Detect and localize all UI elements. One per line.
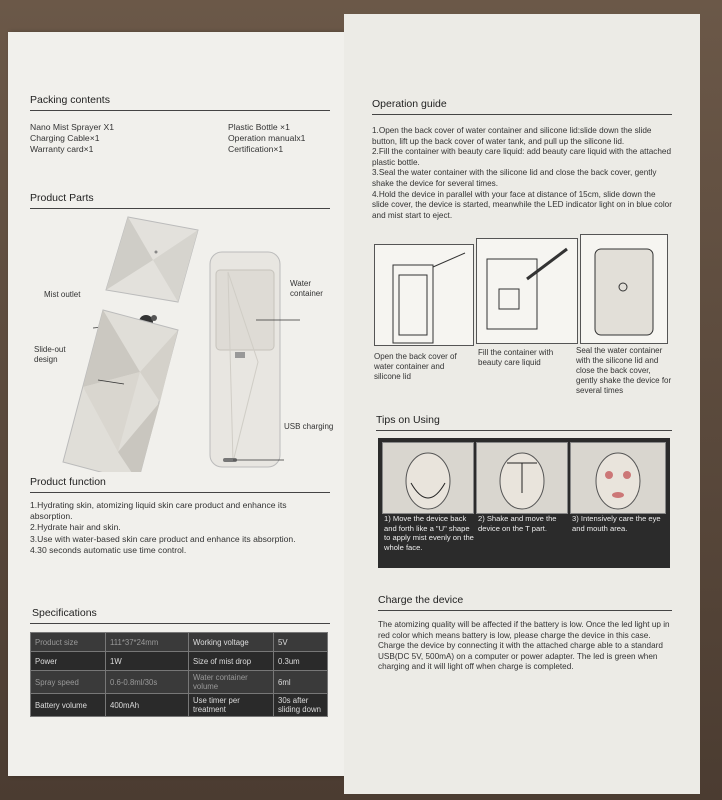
tip-image-eye-mouth [570,442,666,514]
packing-item: Warranty card×1 [30,144,94,155]
spec-key: Water container volume [189,671,274,694]
guide-rule [372,114,672,115]
spec-key: Use timer per treatment [189,694,274,717]
guide-image-fill [476,238,578,344]
tips-title: Tips on Using [376,414,440,426]
table-row [31,652,328,671]
spec-key: Product size [31,633,106,652]
guide-steps [372,126,674,221]
spec-value: 1W [106,652,189,671]
label-water-container: Water container [290,279,323,298]
table-row [31,671,328,694]
function-title: Product function [30,476,106,488]
function-line: 4.30 seconds automatic use time control. [30,544,187,555]
spec-value: 5V [274,633,328,652]
charge-rule [378,610,672,611]
parts-rule [30,208,330,209]
product-parts-illustration [28,212,328,472]
guide-image-seal [580,234,668,344]
parts-title: Product Parts [30,192,94,204]
spec-key: Battery volume [31,694,106,717]
charge-paragraph: The atomizing quality will be affected if the battery is low. Once the led light up in red color which means battery is low, please charge the device in this case. [378,620,670,640]
label-mist-outlet: Mist outlet [44,290,81,299]
function-rule [30,492,330,493]
spec-value: 111*37*24mm [106,633,189,652]
charge-text [378,620,674,673]
guide-title: Operation guide [372,98,447,110]
guide-step: 2.Fill the container with beauty care liquid: add beauty care liquid with the attached plastic bottle. [372,147,672,167]
guide-caption-3: Seal the water container with the silicone lid and close the back cover, gently shake the device for several times [576,346,672,395]
guide-step: 3.Seal the water container with the silicone lid and close the back cover, gently shake the device for several times. [372,168,657,188]
right-page [344,14,700,794]
function-list [30,500,330,556]
function-line: 3.Use with water-based skin care product and enhance its absorption. [30,533,296,544]
tip-text-1: 1) Move the device back and forth like a "U" shape to apply mist evenly on the whole face. [384,514,474,552]
specs-title: Specifications [32,607,97,619]
tips-rule [376,430,672,431]
spec-value: 0.6-0.8ml/30s [106,671,189,694]
function-line: 2.Hydrate hair and skin. [30,522,121,533]
packing-right-list [228,122,338,156]
table-row [31,633,328,652]
packing-item: Nano Mist Sprayer X1 [30,122,115,132]
label-slide-out: Slide-out design [34,345,66,364]
tip-image-t-part [476,442,568,514]
label-usb-charging: USB charging [284,422,334,431]
packing-rule [30,110,330,111]
packing-item: Operation manualx1 [228,133,306,144]
packing-item: Certification×1 [228,144,284,155]
spec-key: Working voltage [189,633,274,652]
guide-caption-1: Open the back cover of water container and silicone lid [374,352,457,381]
function-line: 1.Hydrating skin, atomizing liquid skin care product and enhance its absorption. [30,500,287,522]
spec-key: Power [31,652,106,671]
spec-value: 400mAh [106,694,189,717]
packing-item: Plastic Bottle ×1 [228,122,290,132]
left-page [8,32,344,776]
guide-step: 4.Hold the device in parallel with your face at distance of 15cm, slide down the slide cover, the device is started, meanwhile the LED indicator light on in blue color and mist start to eject. [372,189,672,220]
guide-image-open-cover [374,244,474,346]
table-row [31,694,328,717]
guide-step: 1.Open the back cover of water container and silicone lid:slide down the slide button, lift up the back cover of water tank, and pull up the silicone lid. [372,126,652,146]
specs-rule [30,623,330,624]
charge-title: Charge the device [378,594,464,606]
packing-left-list [30,122,210,156]
tip-image-u-shape [382,442,474,514]
specs-table [30,632,328,717]
guide-caption-2: Fill the container with beauty care liquid [478,348,554,367]
spec-value: 30s after sliding down [274,694,328,717]
spec-value: 6ml [274,671,328,694]
packing-title: Packing contents [30,94,110,106]
tip-text-2: 2) Shake and move the device on the T part. [478,514,557,533]
packing-item: Charging Cable×1 [30,133,100,144]
spec-key: Size of mist drop [189,652,274,671]
spec-key: Spray speed [31,671,106,694]
charge-paragraph: Charge the device by connecting it with the attached charge able to a standard USB(DC 5V, 500mA) on a computer or power adapter. The led is green when charging and it will light off when charge is completed. [378,641,663,672]
tip-text-3: 3) Intensively care the eye and mouth area. [572,514,661,533]
spec-value: 0.3um [274,652,328,671]
